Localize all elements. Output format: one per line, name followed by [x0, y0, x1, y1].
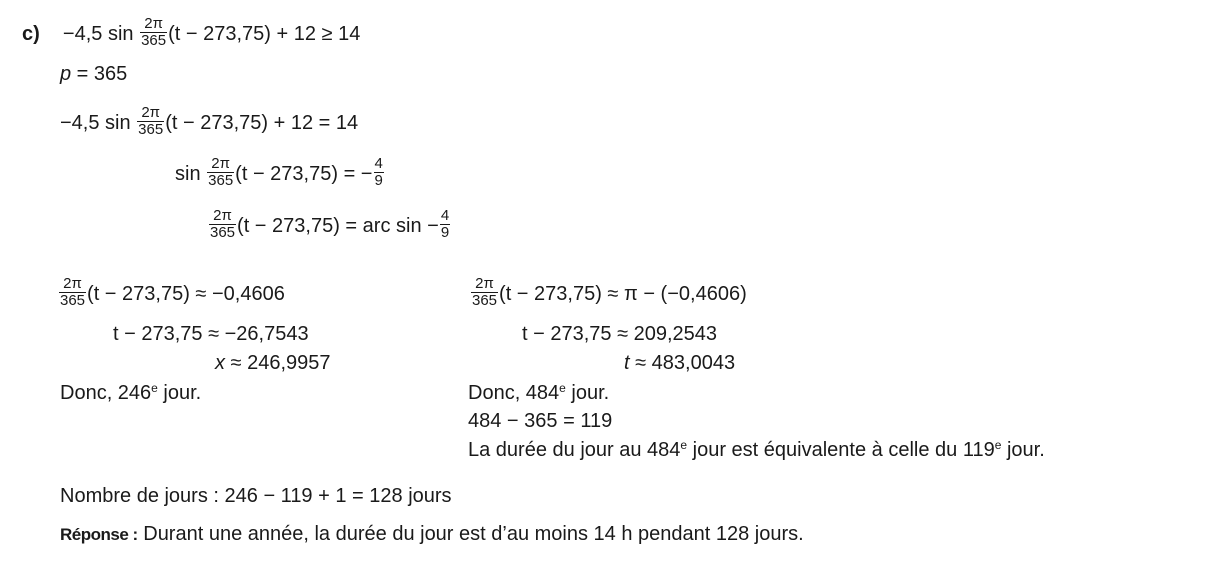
fraction-4-9: $\frac{4}{9}$ — [374, 155, 383, 189]
line-arcsin: $\frac{2\pi}{365}$ (t − 273,75) = arc sin − $\frac{4}{9}$ — [210, 207, 450, 241]
right-subtraction: 484 − 365 = 119 — [468, 410, 613, 432]
fraction-2pi-365: $\frac{2\pi}{365}$ — [141, 15, 167, 49]
line-equation: −4,5 sin $\frac{2\pi}{365}$ (t − 273,75) + 12 = 14 — [60, 104, 359, 138]
left-solution-3: x ≈ 246,9957 — [215, 352, 331, 374]
fraction-2pi-365: $\frac{2\pi}{365}$ — [210, 207, 236, 241]
number-of-days: Nombre de jours : 246 − 119 + 1 = 128 jours — [60, 485, 452, 507]
fraction-2pi-365: $\frac{2\pi}{365}$ — [208, 155, 234, 189]
right-equivalence: La durée du jour au 484e jour est équivalente à celle du 119e jour. — [468, 438, 1045, 461]
line-inequality — [22, 15, 361, 51]
fraction-2pi-365: $\frac{2\pi}{365}$ — [138, 104, 164, 138]
right-solution-3: t ≈ 483,0043 — [624, 352, 736, 374]
fraction-2pi-365: $\frac{2\pi}{365}$ — [472, 275, 498, 309]
l1-post: (t − 273,75) + 12 ≥ 14 — [168, 22, 361, 45]
line-sin: sin $\frac{2\pi}{365}$ (t − 273,75) = − $\frac{4}{9}$ — [175, 155, 383, 189]
line-period: p = 365 — [60, 63, 128, 85]
l1-pre: −4,5 sin — [62, 22, 134, 45]
right-solution-1: $\frac{2\pi}{365}$ (t − 273,75) ≈ π − (−0,4606) — [472, 275, 747, 309]
right-conclusion: Donc, 484e jour. — [468, 381, 610, 404]
right-solution-2: t − 273,75 ≈ 209,2543 — [522, 323, 718, 345]
answer-text: Durant une année, la durée du jour est d’au moins 14 h pendant 128 jours. — [137, 523, 804, 545]
fraction-2pi-365: $\frac{2\pi}{365}$ — [60, 275, 86, 309]
left-solution-1: $\frac{2\pi}{365}$ (t − 273,75) ≈ −0,4606 — [60, 275, 285, 309]
left-conclusion: Donc, 246e jour. — [60, 381, 202, 404]
left-solution-2: t − 273,75 ≈ −26,7543 — [113, 323, 309, 345]
answer-label: Réponse : — [60, 525, 138, 544]
fraction-4-9: $\frac{4}{9}$ — [440, 207, 450, 241]
final-answer — [60, 522, 804, 547]
part-label: c) — [22, 22, 40, 45]
